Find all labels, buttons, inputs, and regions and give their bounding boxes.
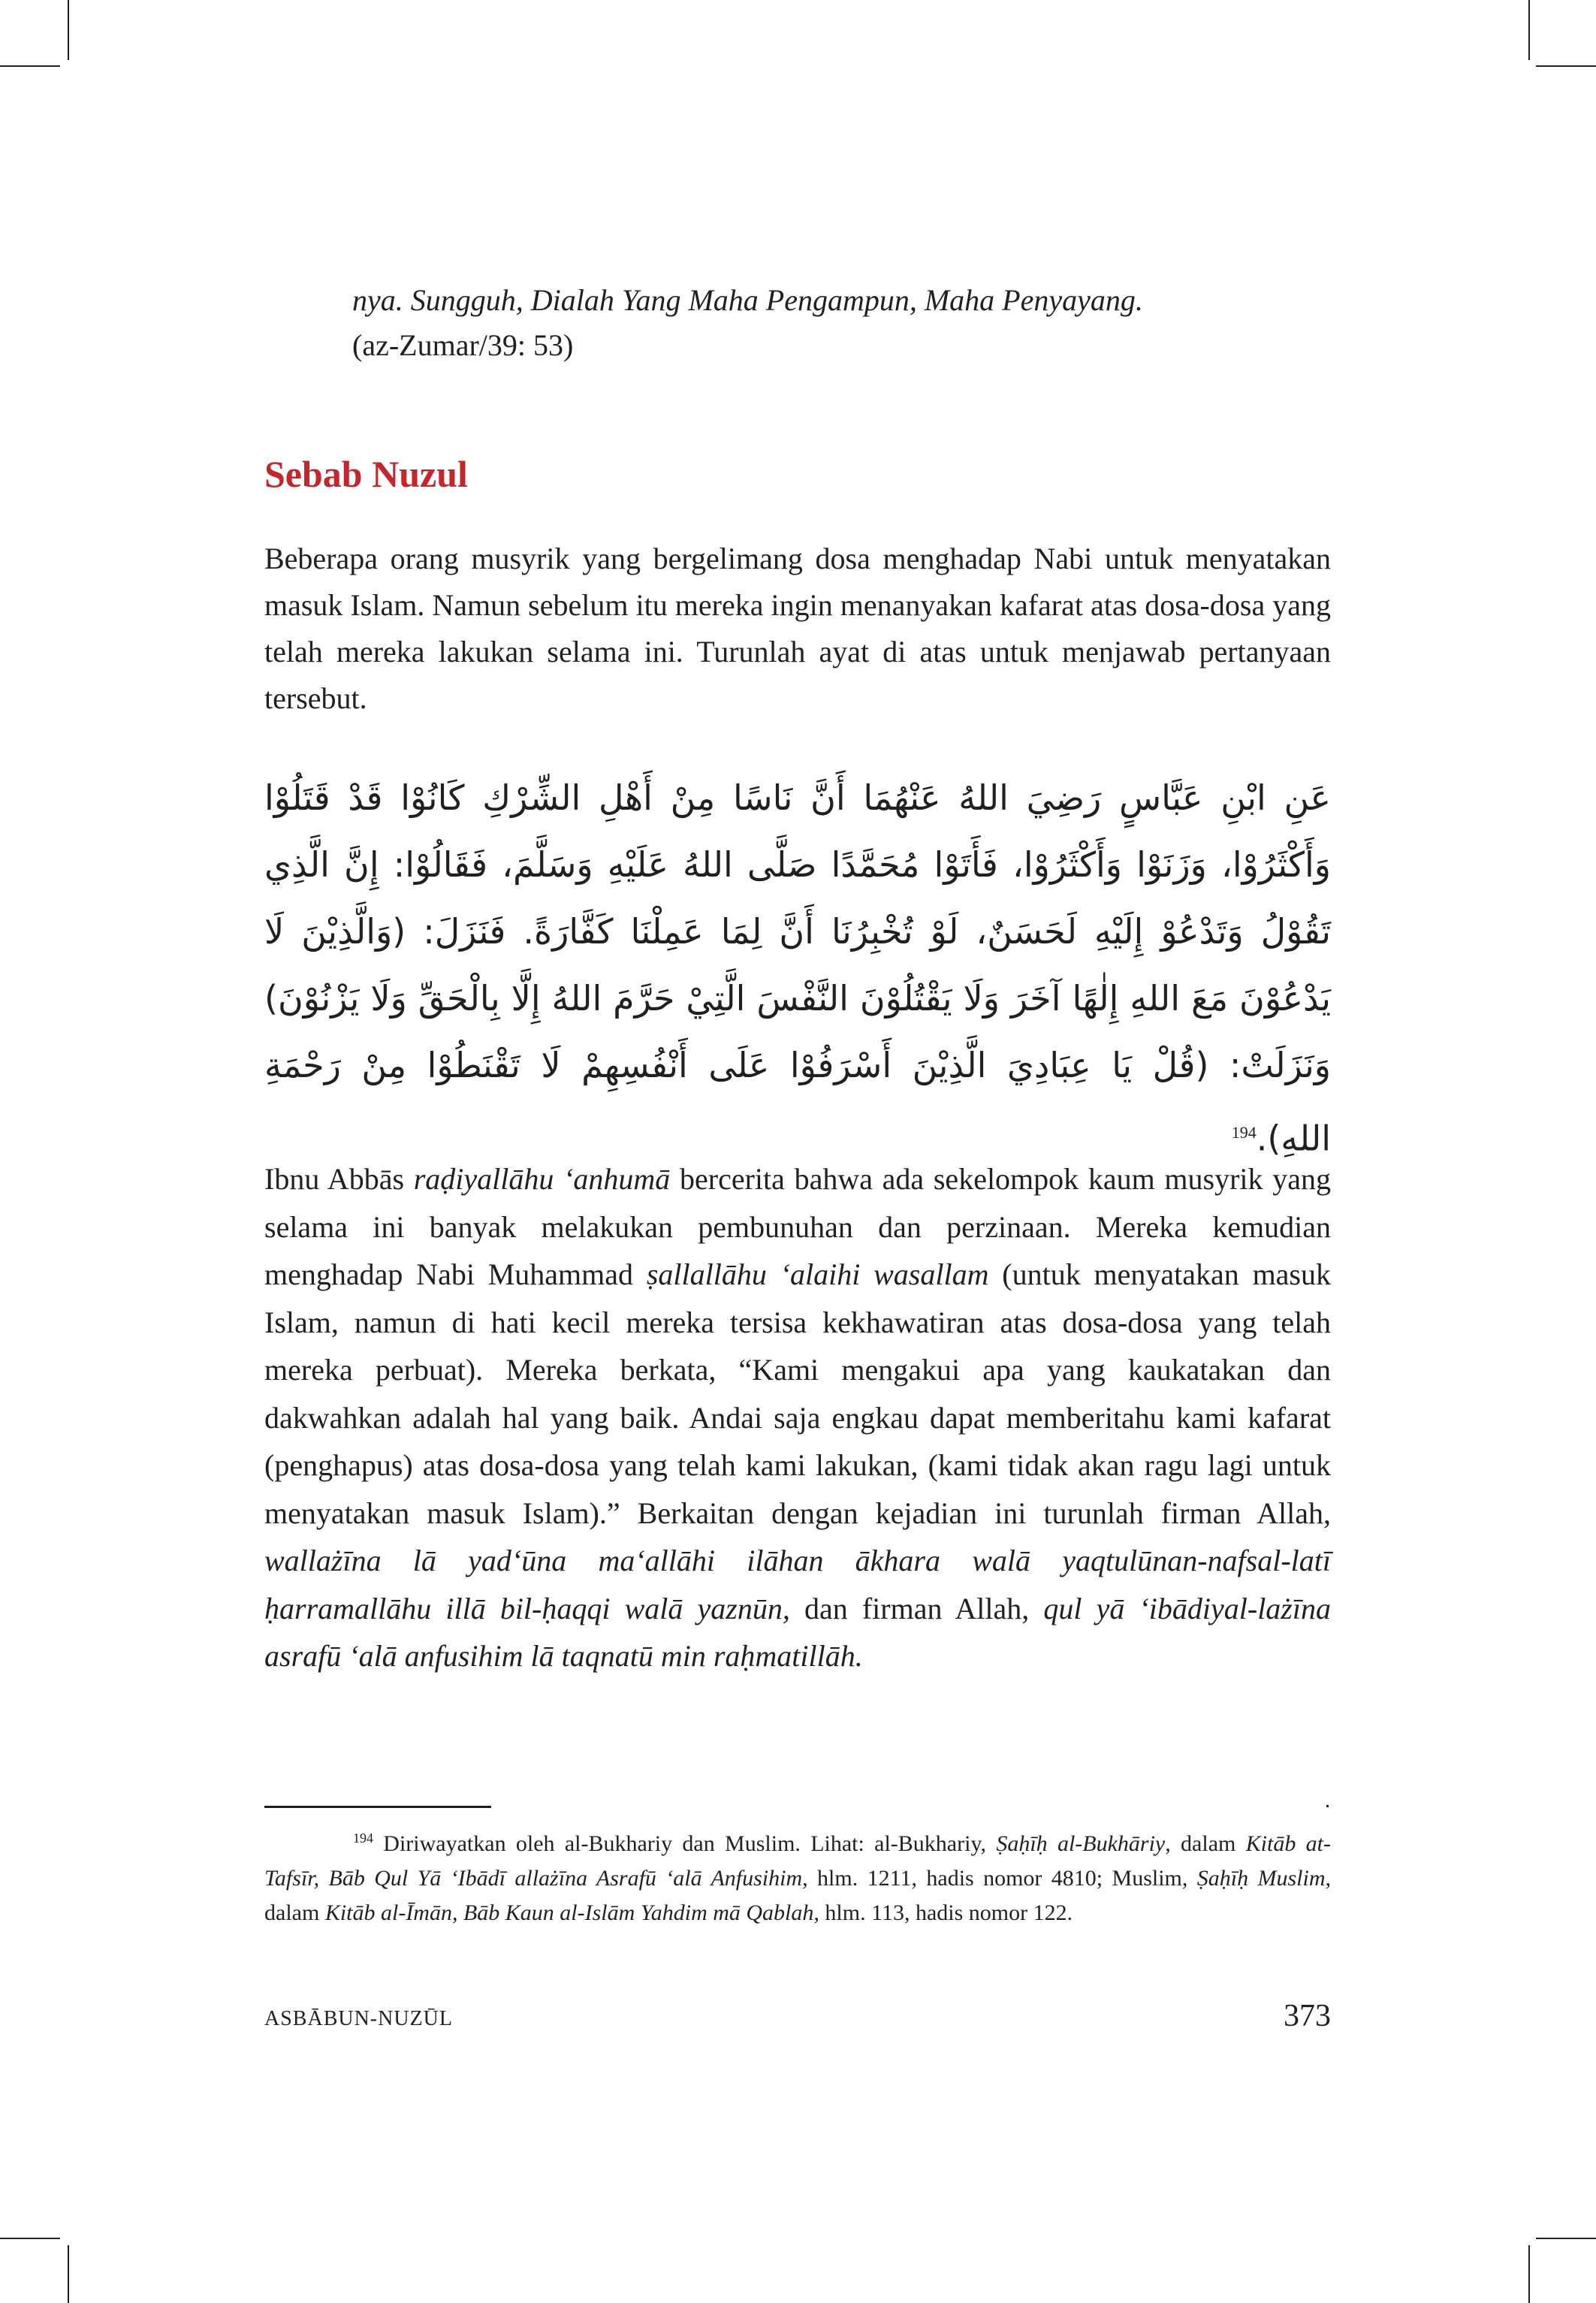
- book-page: [264, 0, 1331, 2303]
- footnote-italic: Kitāb al-Īmān, Bāb Kaun al-Islām Yahdim mā Qablah,: [324, 1900, 819, 1925]
- explanation-text: (untuk menyatakan masuk Islam, namun di hati kecil mereka tersisa kekhawatiran atas dosa-dosa yang telah mereka perbuat). Mereka berkata, “Kami mengakui apa yang kaukatakan dan dakwahkan adalah hal yang baik. Andai saja engkau dapat memberitahu kami kafarat (penghapus) atas dosa-dosa yang telah kami lakukan, (kami tidak akan ragu lagi untuk menyatakan masuk Islam).” Berkaitan dengan kejadian ini turunlah firman Allah,: [264, 1257, 1331, 1530]
- arabic-hadith-text: [264, 765, 1331, 1172]
- footnote-italic: Ṣaḥīḥ Muslim,: [1196, 1866, 1331, 1891]
- footnote-text: hlm. 1211, hadis nomor 4810; Muslim,: [807, 1866, 1197, 1891]
- running-head: ASBĀBUN-NUZŪL: [264, 2007, 453, 2030]
- crop-mark: [1536, 2238, 1596, 2239]
- crop-mark: [68, 0, 69, 60]
- explanation-italic: ṣallallāhu ‘alaihi wasallam: [646, 1257, 989, 1291]
- footnote-dot: [1326, 1805, 1329, 1807]
- explanation-text: dan firman Allah,: [789, 1591, 1044, 1625]
- explanation-text: bercerita bahwa ada sekelompok kaum musyrik yang selama ini banyak melakukan pembunuhan dan perzinaan. Mereka kemudian menghadap Nabi Muhammad: [264, 1162, 1331, 1291]
- crop-mark: [1528, 0, 1530, 60]
- explanation-paragraph: [264, 1155, 1331, 1680]
- footnote-text: hlm. 113, hadis nomor 122.: [819, 1900, 1073, 1925]
- footnote-italic: Ṣaḥīḥ al-Bukhāriy: [996, 1831, 1166, 1856]
- quote-italic-text: nya. Sungguh, Dialah Yang Maha Pengampun, Maha Penyayang.: [352, 283, 1143, 317]
- explanation-text: Ibnu Abbās: [264, 1162, 414, 1196]
- footnote-reference: 194: [1231, 1123, 1257, 1142]
- explanation-italic: qul yā ‘ibādiyal-lażīna asrafū ‘alā anfusihim lā taqnatū min raḥmatillāh.: [264, 1591, 1331, 1673]
- explanation-italic: wallażīna lā yad‘ūna ma‘allāhi ilāhan ākhara walā yaqtulūnan-nafsal-latī ḥarramallāhu illā bil-ḥaqqi walā yaznūn,: [264, 1544, 1331, 1625]
- explanation-italic: raḍiyallāhu ‘anhumā: [413, 1162, 671, 1196]
- footnote-text: Diriwayatkan oleh al-Bukhariy dan Muslim. Lihat: al-Bukhariy,: [373, 1831, 997, 1856]
- footnote-italic: Kitāb at-Tafsīr, Bāb Qul Yā ‘Ibādī allażīna Asrafū ‘alā Anfusihim,: [264, 1831, 1331, 1891]
- page-number: 373: [1284, 1999, 1331, 2033]
- crop-mark: [68, 2245, 69, 2303]
- intro-paragraph: Beberapa orang musyrik yang bergelimang dosa menghadap Nabi untuk menyatakan masuk Islam. Namun sebelum itu mereka ingin menanyakan kafarat atas dosa-dosa yang telah mereka lakukan selama ini. Turunlah ayat di atas untuk menjawab pertanyaan tersebut.: [264, 542, 1331, 715]
- section-heading: Sebab Nuzul: [264, 453, 468, 495]
- crop-mark: [1536, 65, 1596, 67]
- quran-translation-quote: [352, 278, 1329, 368]
- footnote-text: dalam: [264, 1900, 325, 1925]
- quote-reference: (az-Zumar/39: 53): [352, 328, 574, 362]
- footnote-text: , dalam: [1165, 1831, 1246, 1856]
- arabic-text: عَنِ ابْنِ عَبَّاسٍ رَضِيَ اللهُ عَنْهُمَا أَنَّ نَاسًا مِنْ أَهْلِ الشِّرْكِ كَانُوْا قَدْ قَتَلُوْا وَأَكْثَرُوْا، وَزَنَوْا وَأَكْثَرُوْا، فَأَتَوْا مُحَمَّدًا صَلَّى اللهُ عَلَيْهِ وَسَلَّمَ، فَقَالُوْا: إِنَّ الَّذِي تَقُوْلُ وَتَدْعُوْ إِلَيْهِ لَحَسَنٌ، لَوْ تُخْبِرُنَا أَنَّ لِمَا عَمِلْنَا كَفَّارَةً. فَنَزَلَ: (وَالَّذِيْنَ لَا يَدْعُوْنَ مَعَ اللهِ إِلٰهًا آخَرَ وَلَا يَقْتُلُوْنَ النَّفْسَ الَّتِيْ حَرَّمَ اللهُ إِلَّا بِالْحَقِّ وَلَا يَزْنُوْنَ) وَنَزَلَتْ: (قُلْ يَا عِبَادِيَ الَّذِيْنَ أَسْرَفُوْا عَلَى أَنْفُسِهِمْ لَا تَقْنَطُوْا مِنْ رَحْمَةِ اللهِ).: [264, 777, 1331, 1159]
- footnote: [264, 1821, 1331, 1930]
- crop-mark: [0, 2238, 60, 2239]
- crop-mark: [0, 65, 60, 67]
- crop-mark: [1528, 2245, 1530, 2303]
- footnote-number: 194: [353, 1831, 373, 1846]
- footnote-divider: [264, 1806, 491, 1808]
